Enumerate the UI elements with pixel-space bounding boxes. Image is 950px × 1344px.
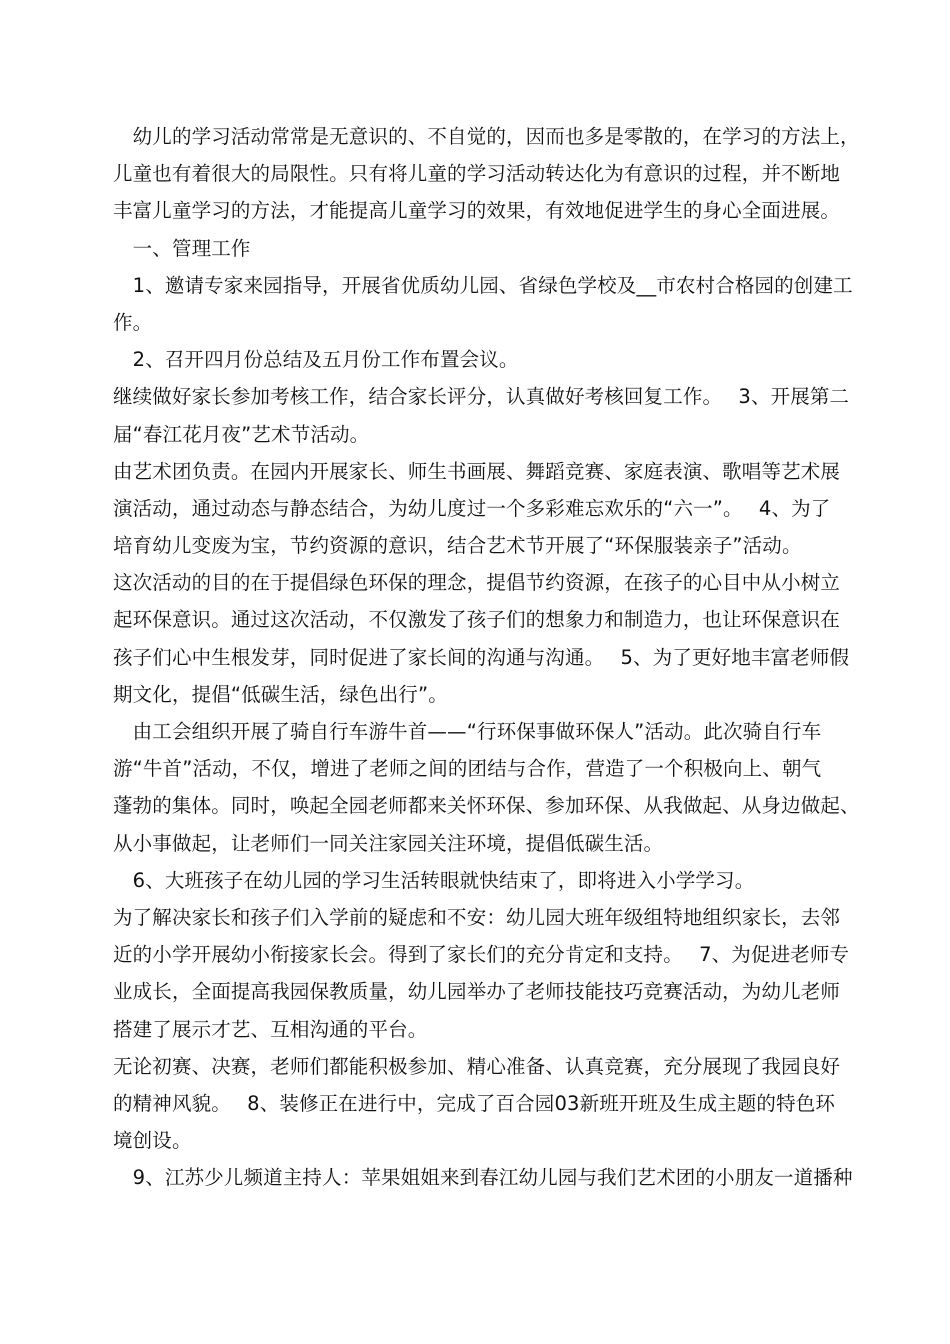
text-line-14: 起环保意识。通过这次活动，不仅激发了孩子们的想象力和制造力，也让环保意识在 — [113, 608, 841, 632]
text-line-28: 境创设。 — [113, 1129, 192, 1153]
text-line-3: 丰富儿童学习的方法，才能提高儿童学习的效果，有效地促进学生的身心全面进展。 — [113, 199, 841, 223]
text-line-17: 由工会组织开展了骑自行车游牛首——“行环保事做环保人”活动。此次骑自行车 — [113, 720, 822, 743]
text-line-11: 演活动，通过动态与静态结合，为幼儿度过一个多彩难忘欢乐的“六一”。 4、为了 — [113, 496, 831, 520]
section-heading-management: 一、管理工作 — [113, 236, 251, 260]
text-line-13: 这次活动的目的在于提倡绿色环保的理念，提倡节约资源，在孩子的心目中从小树立 — [113, 571, 841, 595]
text-line-12: 培育幼儿变废为宝，节约资源的意识，结合艺术节开展了“环保服装亲子”活动。 — [113, 534, 802, 558]
text-line-6: 作。 — [113, 310, 153, 334]
text-line-20: 从小事做起，让老师们一同关注家园关注环境，提倡低碳生活。 — [113, 831, 664, 855]
text-line-22: 为了解决家长和孩子们入学前的疑虑和不安：幼儿园大班年级组特地组织家长，去邻 — [113, 905, 841, 929]
text-line-26: 无论初赛、决赛，老师们都能积极参加、精心准备、认真竞赛，充分展现了我园良好 — [113, 1054, 841, 1078]
text-line-16: 期文化，提倡“低碳生活，绿色出行”。 — [113, 682, 448, 706]
text-line-29: 9、江苏少儿频道主持人：苹果姐姐来到春江幼儿园与我们艺术团的小朋友一道播种 — [113, 1166, 853, 1190]
text-line-24: 业成长，全面提高我园保教质量，幼儿园举办了老师技能技巧竞赛活动，为幼儿老师 — [113, 980, 841, 1004]
text-line-27: 的精神风貌。 8、装修正在进行中，完成了百合园03新班开班及生成主题的特色环 — [113, 1091, 836, 1115]
text-line-9: 届“春江花月夜”艺术节活动。 — [113, 422, 370, 446]
text-line-2: 儿童也有着很大的局限性。只有将儿童的学习活动转达化为有意识的过程，并不断地 — [113, 162, 841, 186]
text-line-21: 6、大班孩子在幼儿园的学习生活转眼就快结束了，即将进入小学学习。 — [113, 868, 755, 892]
text-line-8: 继续做好家长参加考核工作，结合家长评分，认真做好考核回复工作。 3、开展第二 — [113, 385, 850, 409]
text-line-19: 蓬勃的集体。同时，唤起全园老师都来关怀环保、参加环保、从我做起、从身边做起、 — [113, 794, 860, 818]
text-line-18: 游“牛首”活动，不仅，增进了老师之间的团结与合作，营造了一个积极向上、朝气 — [113, 757, 822, 781]
document-body — [113, 118, 860, 1196]
text-line-7: 2、召开四月份总结及五月份工作布置会议。 — [113, 348, 519, 372]
text-line-1: 幼儿的学习活动常常是无意识的、不自觉的，因而也多是零散的，在学习的方法上， — [113, 125, 860, 148]
text-line-15: 孩子们心中生根发芽，同时促进了家长间的沟通与沟通。 5、为了更好地丰富老师假 — [113, 645, 850, 669]
text-line-25: 搭建了展示才艺、互相沟通的平台。 — [113, 1017, 428, 1041]
text-line-5: 1、邀请专家来园指导，开展省优质幼儿园、省绿色学校及__市农村合格园的创建工 — [113, 273, 853, 297]
text-line-23: 近的小学开展幼小衔接家长会。得到了家长们的充分肯定和支持。 7、为促进老师专 — [113, 943, 850, 967]
text-line-10: 由艺术团负责。在园内开展家长、师生书画展、舞蹈竞赛、家庭表演、歌唱等艺术展 — [113, 459, 841, 483]
